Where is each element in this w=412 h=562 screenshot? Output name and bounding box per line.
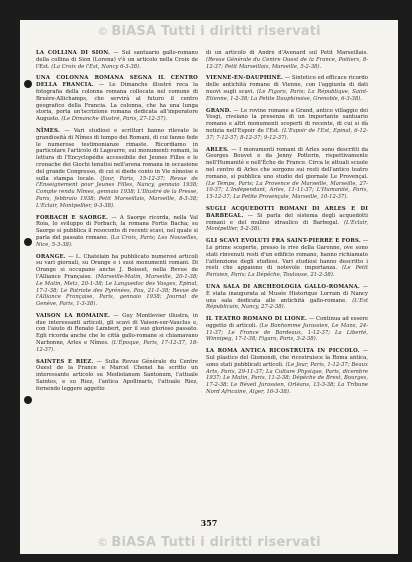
article-title: LA ROMA ANTICA RICOSTRUITA IN PICCOLO.: [206, 348, 360, 355]
article-body: — Continua ad essere oggetto di articoli.: [206, 316, 368, 329]
article-body: — Le rovine romane a Grand, antico villaggio dei Vosgi, rivelano la presenza di un importante santuario romano e altri monumenti scoperti di recente, di cui si dà notizia nell'Espoir de l'Est.: [206, 107, 368, 134]
article-body: — I monumenti romani di Arles sono descritti da Georges Bouvet e da Jenny Potterin, rispettivamente nell'Humanité e nell'Écho de France. Circa le attuali scuole nel centro di Arles che sorgono sui resti dell'antico teatro romano, si pubblica uno studio del giornale Le Provençal.: [206, 146, 368, 180]
binding-hole: [24, 238, 32, 246]
article-entry: [36, 50, 198, 70]
article-body: — Le Dimanche illustré reca la fotografia della colonna romana collocata nel comune di Bruère-Allichamps, che servirà al futuro il centro geografico della Francia. La colonna, che ha una lunga storia, porta un'iscrizione romana dedicata all'imperatore Augusto.: [36, 82, 198, 123]
document-page: [20, 20, 398, 554]
article-title: ARLES.: [206, 146, 229, 153]
page-number: 357: [200, 518, 218, 528]
article-body: — Vari studiosi e scrittori hanno rilevato le grandiosità di Nîmes di tempo dei Romani, di cui fanno fede le numerose testimonianze rimaste. Ricordiamo in particolare l'articolo di Lagourre, sui monumenti romani, la lettura di l'Encyclopédie accessibile dei Jeunes Filles e le cronache dei Giochi tenutisi nell'arena romana in occasione del grande Congresso, di cui si diede conto in Vie nîmoise e sulla stampa locale.: [36, 127, 198, 182]
article-source: (Le Petit Parisien, Paris; La Dépêche, Toulouse, 21-2-38).: [206, 265, 368, 279]
article-title: UNA SALA DI ARCHEOLOGIA GALLO-ROMANA.: [206, 283, 360, 290]
article-body: — Guy Montlevier illustra, in due interessanti articoli, gli scavi di Vaison-sur-Vauclus e, con l'aiuto di Renato Lambert, per il suo glorioso passato. Egli ricorda anche che le città gallo-romane si chiamavano Narbonne, Arles e Nîmes.: [36, 312, 198, 347]
article-entry: [206, 147, 368, 201]
article-title: SUGLI ACQUEDOTTI ROMANI DI ARLES E DI BARBEGAL.: [206, 205, 368, 219]
article-body: — Sintetico ed efficace ricordo delle antichità romane di Vienne, con l'aggiunta di dati nuovi sugli scavi.: [206, 75, 368, 95]
article-entry: [206, 348, 368, 396]
right-column: [206, 50, 368, 401]
article-entry: [206, 108, 368, 142]
article-body: — Sul plastico del Gismondi, che ricostruisce la Roma antica, sono stati pubblicati articoli.: [206, 348, 368, 368]
article-title: LA COLLINA DI SION.: [36, 50, 111, 56]
article-entry: [206, 206, 368, 233]
article-body: — Si parla del sistema degli acquedotti romani e del mulino idraulico di Barbegal.: [206, 212, 368, 226]
article-entry: [36, 359, 198, 393]
article-body: — È stata inaugurata al Musée Historique Lorrain di Nancy una sala dedicata alle antichità gallo-romane.: [206, 283, 368, 304]
article-title: FORBACH E SAORGE.: [36, 214, 109, 221]
article-source: (La Croix, Paris; Les Nouvelles, Nice, 5-3-38).: [36, 234, 198, 248]
watermark-top: [20, 24, 398, 39]
article-title: VIENNE-EN-DAUPHINÉ.: [206, 75, 284, 82]
watermark-bottom: [20, 535, 398, 550]
article-source: (Jour, Paris, 15-12-37; Revue de l'Enseignement pour Jeunes Filles, Nancy, gennaio 1938; Compte rendu Nîmes, gennaio 1938; L'Illustré de la Presse, Paris, febbraio 1938; Petit Marseillais, Marseille, 8-3-38; L'Eclair, Montpellier, 9-3-38).: [36, 175, 198, 209]
binding-hole: [24, 396, 32, 404]
article-source: (Marseille-Matin, Marseille, 20-1-38; Le Matin, Metz, 20-1-38; Le Languedoc des Vosges, Epinal, 17-1-38; Le Patriote des Pyrénées, Pau, 21-1-38; Revue de l'Alliance Française, Paris, gennaio 1938; Journal de Genève, Paris, 1-3-38).: [36, 273, 198, 308]
article-body: — Sulla Revue Générale du Centre Ouest de la France e Marcel Chenel ha scritto un interessante articolo su Mediolanum Santonum, l'attuale Saintes, e su Riez, l'antica Apollinaris, l'attuale Riez, fornendo leggere aggetto: [36, 358, 198, 392]
article-entry: [36, 215, 198, 249]
article-title: IL TEATRO ROMANO DI LIONE.: [206, 316, 308, 323]
article-entry: [36, 75, 198, 123]
article-source: (Le Bonhomme Jurassien, Le Mans, 24-11-37; Le France de Bordeaux, 1-12-37; La Liberté, Winnipeg, 17-1-38; Figaro, Paris, 3-2-38).: [206, 322, 368, 343]
article-title: UNA COLONNA ROMANA SEGNA IL CENTRO DELLA FRANCIA.: [36, 75, 198, 89]
article-title: VAISON LA ROMAINE.: [36, 312, 111, 319]
article-entry: [206, 284, 368, 311]
article-source: (Revue Générale du Centre Ouest de la France, Poitiers, 8-12-37; Petit Marseillais, Marseille, 5-2-38).: [206, 56, 368, 70]
article-entry: [206, 50, 368, 70]
article-entry: [206, 316, 368, 343]
article-body: — A Saorge ricorda, nella Val Roia, lo sviluppo di Forbach, la romana Fortis Bacha; su Saorge si pubblica il resoconto di recenti scavi, nel quale si parla del passato romano.: [36, 214, 198, 241]
article-source: (Le Temps, Paris; La Provence de Marseille, Marseille, 27-10-37; L'Indépendant, Arles, 11-11-37; L'Humanité, Paris, 15-12-37; La Petite Provençale, Marseille, 10-12-37).: [206, 180, 368, 201]
article-entry: [206, 238, 368, 279]
watermark-text: BiASA Tutti i diritti riservati: [111, 24, 321, 39]
article-title: GRAND.: [206, 107, 232, 114]
article-body: — Le prime scoperte, presso le rive della Garonne, ove sono stati rinvenuti resti d'un edificio romano, hanno richiamato l'attenzione degli studiosi. Vari studiosi hanno descritto i resti che appaiono di notevole importanza.: [206, 238, 368, 272]
article-title: GLI SCAVI EVOLUTI FRA SAINT-PIERRE E FORS.: [206, 238, 361, 245]
article-entry: [36, 254, 198, 308]
article-source: (Le Figaro, Paris; La République, Saint-Etienne, 1-2-38; La Petite Dauphinoise, Grenoble, 6-3-38).: [206, 88, 368, 102]
article-title: SAINTES E RIEZ.: [36, 358, 94, 365]
article-entry: [36, 128, 198, 210]
article-body: — Sul santuario gallo-romano della collina di Sion (Lorena) v'è un articolo nella Croix de l'Est.: [36, 50, 198, 70]
watermark-text: BiASA Tutti i diritti riservati: [111, 535, 321, 550]
article-entry: [206, 75, 368, 102]
binding-holes: [24, 80, 34, 554]
left-column: [36, 50, 198, 398]
article-source: (L'Époque, Paris, 17-12-37, 18-12-37).: [36, 340, 198, 353]
article-entry: [36, 313, 198, 354]
article-source: (L'Eclair, Montpellier, 5-2-38).: [206, 219, 368, 233]
article-body: di un articolo di André d'Avenard sul Petit Marseillais.: [206, 50, 368, 56]
article-source: (La Croix de l'Est, Nancy 6-3-38).: [51, 63, 141, 70]
article-source: (Le Jour, Paris, 1-12-37; Beaux Arts, Paris, 29-11-37; La Culture Physique, Paris, dicembre 1937; Le Matin, Paris, 11-2-38; Dépêche de Brest, Bourges, 17-2-38; Le Réveil Jurassien, Orléans, 13-3-38; La Tribune Nord Africaine, Alger, 16-3-38).: [206, 361, 368, 396]
article-source: (L'Est Républicain, Nancy, 27-2-38).: [206, 297, 368, 311]
article-source: (L'Espoir de l'Est, Epinal, 6-12-37; 7-12-37; 8-12-37; 9-12-37).: [206, 127, 368, 141]
binding-hole: [24, 80, 32, 88]
article-title: NÎMES.: [36, 127, 60, 134]
article-title: ORANGE.: [36, 253, 66, 260]
copyright-icon: ©: [97, 536, 109, 549]
copyright-icon: ©: [97, 25, 109, 38]
article-source: (Le Dimanche illustré, Paris, 27-12-37).: [61, 116, 168, 123]
article-body: — L. Chatelain ha pubblicato numerosi articoli su vari giornali, su Orange e i suoi monumenti romani. Di Orange si occupano anche J. Boisset, nella Revue de l'Alliance Française.: [36, 253, 198, 280]
